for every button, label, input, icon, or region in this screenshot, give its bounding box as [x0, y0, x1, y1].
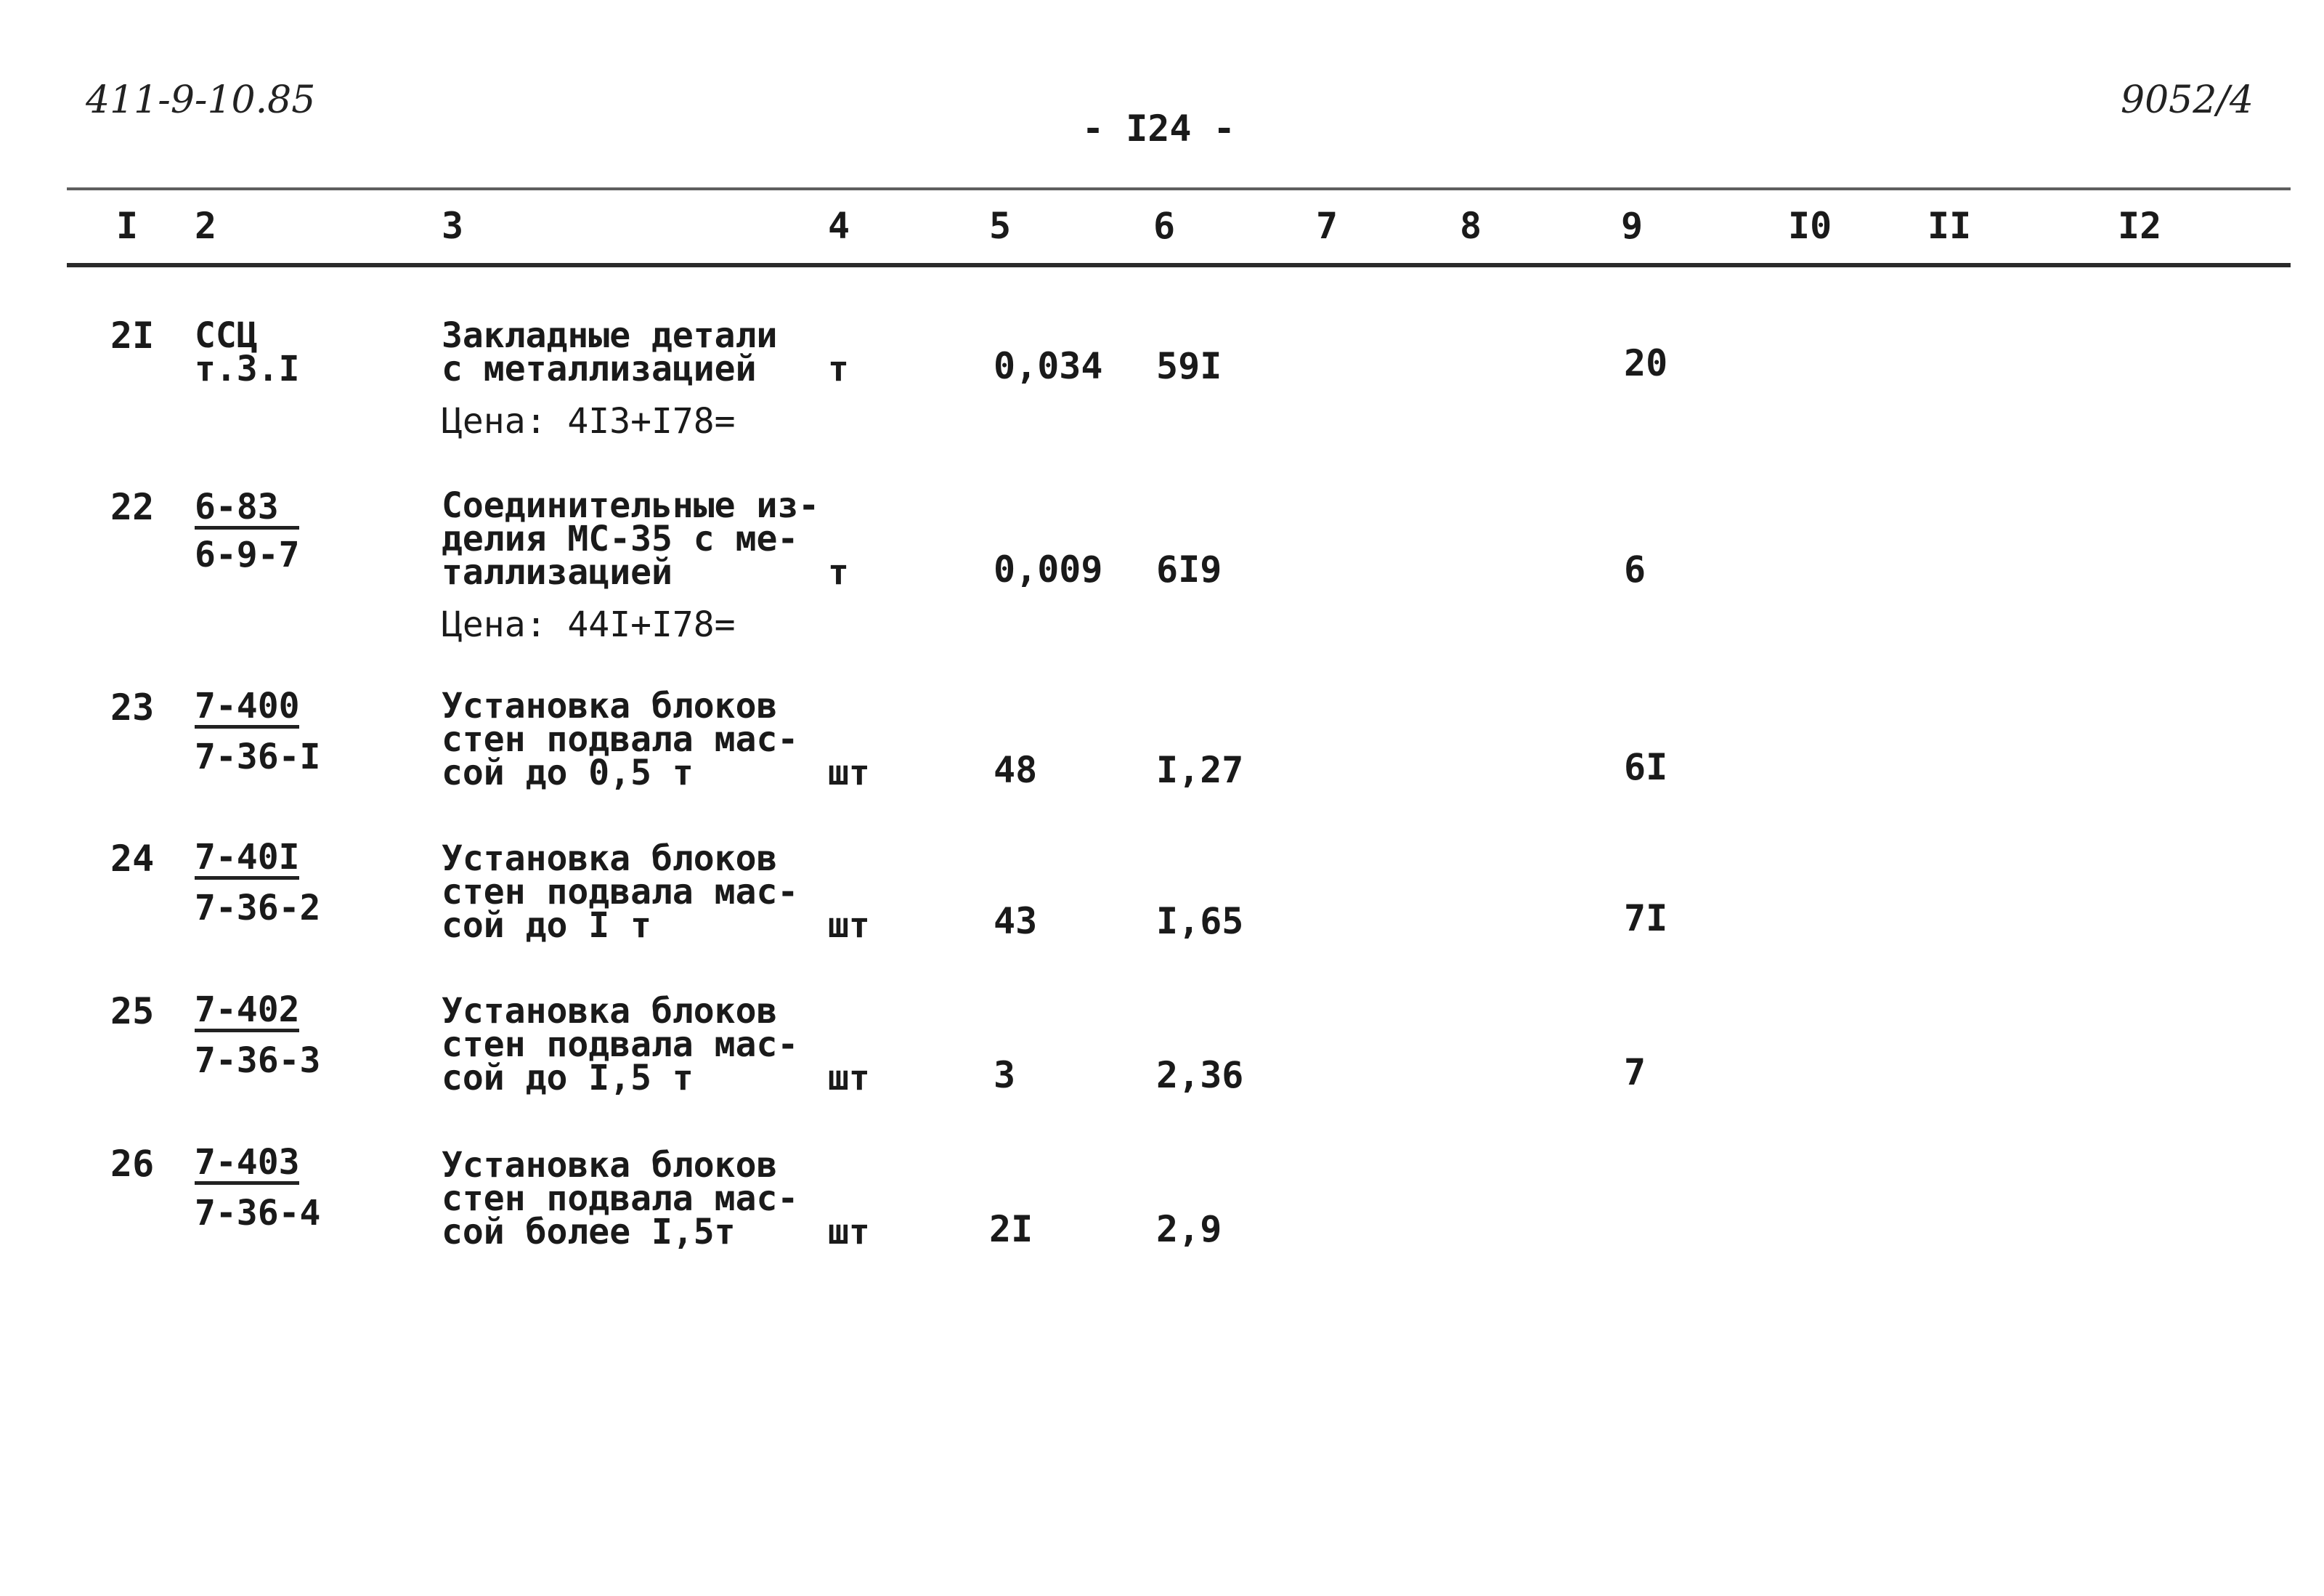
description-line: делия МС-35 с ме- [442, 519, 799, 559]
rate-code-bottom: 7-36-4 [195, 1193, 321, 1234]
column-header-10: I0 [1788, 205, 1832, 247]
description-line: сой до I,5 т [442, 1058, 694, 1098]
row-number: 25 [110, 990, 155, 1032]
unit: т [828, 552, 849, 593]
description-line: Соединительные из- [442, 485, 820, 526]
column-9-value: 20 [1624, 342, 1668, 384]
rate-code-bottom: 7-36-I [195, 737, 321, 777]
quantity: 43 [994, 900, 1038, 942]
column-6-value: 6I9 [1156, 548, 1222, 591]
column-header-2: 2 [195, 205, 217, 247]
rate-code-bottom: т.3.I [195, 349, 300, 389]
column-9-value: 6I [1624, 746, 1668, 788]
row-number: 23 [110, 686, 155, 729]
quantity: 2I [989, 1208, 1033, 1250]
rate-code-top: 7-402 [195, 992, 299, 1032]
price-formula: Цена: 4I3+I78= [442, 401, 736, 442]
column-header-3: 3 [442, 205, 464, 247]
rate-code-top: 6-83 [195, 490, 299, 530]
quantity: 0,009 [994, 548, 1103, 591]
rate-code-bottom: 7-36-2 [195, 888, 321, 928]
table-top-rule [67, 187, 2291, 190]
rate-code-top: 7-403 [195, 1145, 299, 1185]
column-header-8: 8 [1460, 205, 1482, 247]
unit: шт [828, 1058, 870, 1098]
rate-code-top: ССЦ [195, 315, 258, 356]
rate-code-top: 7-400 [195, 689, 299, 729]
description-line: стен подвала мас- [442, 1178, 799, 1219]
row-number: 2I [110, 315, 155, 357]
column-6-value: 2,9 [1156, 1208, 1222, 1250]
description-line: таллизацией [442, 552, 673, 593]
rate-code-bottom: 7-36-3 [195, 1040, 321, 1081]
description-line: сой до 0,5 т [442, 753, 694, 793]
description-line: стен подвала мас- [442, 1024, 799, 1065]
unit: шт [828, 1212, 870, 1252]
column-header-11: II [1927, 205, 1972, 247]
rate-code-bottom: 6-9-7 [195, 535, 300, 575]
unit: т [828, 349, 849, 389]
quantity: 3 [994, 1054, 1016, 1096]
row-number: 26 [110, 1143, 155, 1185]
column-header-5: 5 [989, 205, 1012, 247]
rate-code-top: 7-40I [195, 840, 299, 880]
column-header-12: I2 [2118, 205, 2162, 247]
description-line: Установка блоков [442, 686, 778, 726]
column-9-value: 6 [1624, 548, 1646, 591]
sheet-number: 9052/4 [2121, 78, 2254, 122]
column-6-value: 2,36 [1156, 1054, 1244, 1096]
unit: шт [828, 753, 870, 793]
price-formula: Цена: 44I+I78= [442, 604, 736, 645]
description-line: Закладные детали [442, 315, 778, 356]
column-6-value: I,65 [1156, 900, 1244, 942]
column-6-value: I,27 [1156, 749, 1244, 791]
document-code: 411-9-10.85 [86, 78, 316, 122]
description-line: сой до I т [442, 905, 651, 946]
column-9-value: 7 [1624, 1051, 1646, 1093]
page-number: - I24 - [1082, 108, 1235, 150]
description-line: сой более I,5т [442, 1212, 736, 1252]
row-number: 24 [110, 838, 155, 880]
description-line: Установка блоков [442, 991, 778, 1032]
column-header-7: 7 [1316, 205, 1338, 247]
quantity: 48 [994, 749, 1038, 791]
column-9-value: 7I [1624, 897, 1668, 939]
description-line: стен подвала мас- [442, 872, 799, 912]
column-header-9: 9 [1621, 205, 1644, 247]
description-line: стен подвала мас- [442, 719, 799, 760]
column-6-value: 59I [1156, 345, 1222, 387]
quantity: 0,034 [994, 345, 1103, 387]
unit: шт [828, 905, 870, 946]
description-line: с металлизацией [442, 349, 757, 389]
column-header-4: 4 [828, 205, 850, 247]
table-header-rule [67, 263, 2291, 267]
row-number: 22 [110, 486, 155, 528]
description-line: Установка блоков [442, 838, 778, 879]
column-header-1: I [116, 205, 139, 247]
column-header-6: 6 [1153, 205, 1176, 247]
description-line: Установка блоков [442, 1145, 778, 1186]
